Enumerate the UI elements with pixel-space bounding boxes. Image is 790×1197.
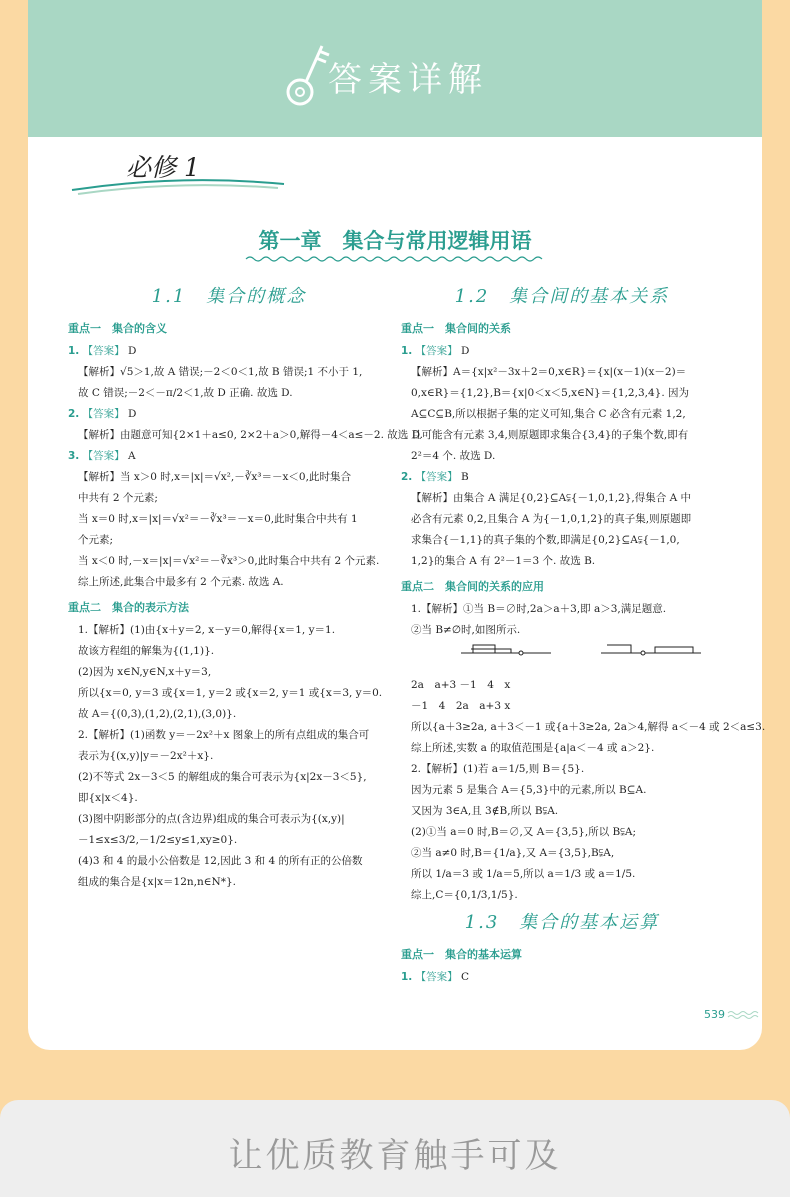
answer-item	[401, 467, 723, 488]
explanation-line: A⊆C⊆B,所以根据子集的定义可知,集合 C 必含有元素 1,2,	[411, 408, 686, 420]
header-banner	[28, 0, 762, 137]
item-number: 2.	[68, 408, 80, 420]
key-icon	[280, 38, 332, 108]
wave-underline	[246, 255, 542, 263]
answer-item	[401, 967, 723, 988]
wave-decoration	[728, 1010, 762, 1020]
answer-item	[68, 446, 390, 467]
explanation-line: 当 x＜0 时,－x＝|x|＝√x²＝－∛x³＞0,此时集合中共有 2 个元素.	[78, 555, 380, 567]
explanation-line: －1≤x≤3/2,－1/2≤y≤1,xy≥0}.	[78, 834, 238, 846]
explanation-line: 2.【解析】(1)函数 y＝－2x²＋x 图象上的所有点组成的集合可	[78, 729, 370, 741]
item-number: 1.	[401, 345, 413, 357]
answer-tag: 【答案】	[415, 471, 458, 483]
number-line-labels: －1 4 2a a+3 x	[411, 700, 511, 712]
right-column	[401, 280, 766, 988]
explanation-line: (2)①当 a＝0 时,B＝∅,又 A＝{3,5},所以 B⫋A;	[411, 826, 636, 838]
explanation-line: 所以{x＝0, y＝3 或{x＝1, y＝2 或{x＝2, y＝1 或{x＝3, y＝0.	[78, 687, 383, 699]
answer-tag: 【答案】	[82, 408, 125, 420]
answer-tag: 【答案】	[82, 345, 125, 357]
swoosh-decoration	[68, 170, 288, 196]
answer-value: C	[460, 971, 470, 983]
explanation-line: 故 A＝{(0,3),(1,2),(2,1),(3,0)}.	[78, 708, 237, 720]
explanation-line: 综上,C＝{0,1/3,1/5}.	[411, 889, 518, 901]
explanation-line: (2)不等式 2x－3＜5 的解组成的集合可表示为{x|2x－3＜5},	[78, 771, 367, 783]
explanation-line: 当 x＝0 时,x＝|x|＝√x²＝－∛x³＝－x＝0,此时集合中共有 1	[78, 513, 358, 525]
page-number: 539	[704, 1008, 725, 1021]
section-title: 1.1 集合的概念	[151, 286, 307, 307]
key-point-heading: 重点二 集合间的关系的应用	[401, 580, 544, 593]
explanation-line: 【解析】A＝{x|x²－3x＋2＝0,x∈R}＝{x|(x－1)(x－2)＝	[411, 366, 687, 378]
explanation-line: 1.【解析】①当 B＝∅时,2a＞a＋3,即 a＞3,满足题意.	[411, 603, 667, 615]
section-title: 1.2 集合间的基本关系	[454, 286, 670, 307]
section-title: 1.3 集合的基本运算	[464, 912, 660, 933]
explanation-line: 所以 1/a＝3 或 1/a＝5,所以 a＝1/3 或 a＝1/5.	[411, 868, 636, 880]
answer-item	[68, 341, 390, 362]
chapter-title: 第一章 集合与常用逻辑用语	[258, 229, 532, 253]
explanation-line: 故该方程组的解集为{(1,1)}.	[78, 645, 215, 657]
banner-title: 答案详解	[328, 60, 488, 100]
answer-item	[68, 404, 390, 425]
explanation-line: (4)3 和 4 的最小公倍数是 12,因此 3 和 4 的所有正的公倍数	[78, 855, 363, 867]
item-number: 2.	[401, 471, 413, 483]
key-point-heading: 重点一 集合的含义	[68, 322, 167, 335]
key-point-heading: 重点二 集合的表示方法	[68, 601, 189, 614]
book-label: 必修 1	[126, 153, 200, 182]
explanation-line: 综上所述,实数 a 的取值范围是{a|a＜－4 或 a＞2}.	[411, 742, 655, 754]
number-line-figure	[401, 641, 723, 675]
answer-value: D	[127, 345, 137, 357]
explanation-line: 【解析】由集合 A 满足{0,2}⊆A⫋{－1,0,1,2},得集合 A 中	[411, 492, 692, 504]
explanation-line: ②当 a≠0 时,B＝{1/a},又 A＝{3,5},B⫋A,	[411, 847, 615, 859]
explanation-line: 【解析】当 x＞0 时,x＝|x|＝√x²,－∛x³＝－x＜0,此时集合	[78, 471, 351, 483]
explanation-line: 表示为{(x,y)|y＝－2x²＋x}.	[78, 750, 214, 762]
answer-tag: 【答案】	[415, 971, 458, 983]
explanation-line: 即{x|x＜4}.	[78, 792, 138, 804]
answer-value: A	[127, 450, 136, 462]
explanation-line: 2.【解析】(1)若 a＝1/5,则 B＝{5}.	[411, 763, 585, 775]
explanation-line: (2)因为 x∈N,y∈N,x＋y＝3,	[78, 666, 212, 678]
explanation-line: 1,2}的集合 A 有 2²－1＝3 个. 故选 B.	[411, 555, 596, 567]
number-line-labels: 2a a+3 －1 4 x	[411, 679, 511, 691]
explanation-line: 2²＝4 个. 故选 D.	[411, 450, 496, 462]
explanation-line: 中共有 2 个元素;	[78, 492, 158, 504]
explanation-line: 1.【解析】(1)由{x＋y＝2, x－y＝0,解得{x＝1, y＝1.	[78, 624, 336, 636]
explanation-line: 故 C 错误;－2＜－π/2＜1,故 D 正确. 故选 D.	[78, 387, 293, 399]
left-column	[68, 280, 424, 893]
item-number: 3.	[68, 450, 80, 462]
item-number: 1.	[401, 971, 413, 983]
answer-tag: 【答案】	[415, 345, 458, 357]
explanation-line: 【解析】√5＞1,故 A 错误;－2＜0＜1,故 B 错误;1 不小于 1,	[78, 366, 363, 378]
explanation-line: 【解析】由题意可知{2×1＋a≤0, 2×2＋a＞0,解得－4＜a≤－2. 故选 D.	[78, 429, 424, 441]
explanation-line: 所以{a＋3≥2a, a＋3＜－1 或{a＋3≥2a, 2a＞4,解得 a＜－4 或 2＜a≤3.	[411, 721, 766, 733]
key-point-heading: 重点一 集合的基本运算	[401, 948, 522, 961]
explanation-line: 综上所述,此集合中最多有 2 个元素. 故选 A.	[78, 576, 284, 588]
answer-value: D	[460, 345, 470, 357]
explanation-line: ②当 B≠∅时,如图所示.	[411, 624, 521, 636]
explanation-line: 个元素;	[78, 534, 114, 546]
answer-page	[28, 0, 766, 1050]
explanation-line: 且可能含有元素 3,4,则原题即求集合{3,4}的子集个数,即有	[411, 429, 689, 441]
explanation-line: 0,x∈R}＝{1,2},B＝{x|0＜x＜5,x∈N}＝{1,2,3,4}. 因为	[411, 387, 690, 399]
explanation-line: (3)图中阴影部分的点(含边界)组成的集合可表示为{(x,y)|	[78, 813, 345, 825]
key-point-heading: 重点一 集合间的关系	[401, 322, 511, 335]
answer-item	[401, 341, 723, 362]
explanation-line: 因为元素 5 是集合 A＝{5,3}中的元素,所以 B⊆A.	[411, 784, 647, 796]
explanation-line: 求集合{－1,1}的真子集的个数,即满足{0,2}⊆A⫋{－1,0,	[411, 534, 680, 546]
explanation-line: 必含有元素 0,2,且集合 A 为{－1,0,1,2}的真子集,则原题即	[411, 513, 692, 525]
answer-value: D	[127, 408, 137, 420]
answer-tag: 【答案】	[82, 450, 125, 462]
explanation-line: 组成的集合是{x|x＝12n,n∈N*}.	[78, 876, 237, 888]
answer-value: B	[460, 471, 469, 483]
footer-slogan: 让优质教育触手可及	[228, 1136, 562, 1176]
item-number: 1.	[68, 345, 80, 357]
explanation-line: 又因为 3∈A,且 3∉B,所以 B⫋A.	[411, 805, 559, 817]
